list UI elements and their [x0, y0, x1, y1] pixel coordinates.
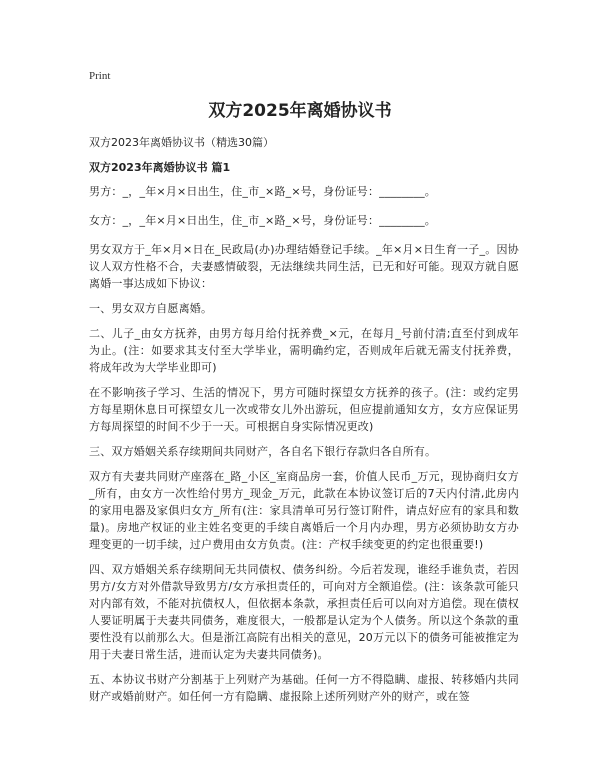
document-subtitle: 双方2023年离婚协议书（精选30篇） [89, 136, 274, 149]
paragraph-property: 双方有夫妻共同财产座落在_路_小区_室商品房一套，价值人民币_万元，现协商归女方_所有，由女方一次性给付男方_现金_万元，此款在本协议签订后的7天内付清,此房内的家用电器及家俱归女方_所有(注：家具清单可另行签订附件，请点好应有的家具和数量)。房地产权证的业主姓名变更的手续自离婚后一个月内办理，男方必须协助女方办理变更的一切手续，过户费用由女方负责。(注：产权手续变更的约定也很重要!) [89, 470, 519, 551]
paragraph-clause-5: 五、本协议书财产分割基于上列财产为基础。任何一方不得隐瞒、虚报、转移婚内共同财产或婚前财产。如任何一方有隐瞒、虚报除上述所列财产外的财产，或在签 [89, 673, 519, 703]
paragraph-male-party: 男方：_，_年×月×日出生，住_市_×路_×号，身份证号：________。 [89, 185, 436, 198]
paragraph-clause-3: 三、双方婚姻关系存续期间共同财产，各自名下银行存款归各自所有。 [89, 445, 437, 458]
section-heading: 双方2023年离婚协议书 篇1 [89, 161, 231, 174]
page-title: 双方2025年离婚协议书 [208, 101, 392, 121]
document-body [89, 183, 519, 713]
paragraph-background: 男女双方于_年×月×日在_民政局(办)办理结婚登记手续。_年×月×日生育一子_。因协议人双方性格不合，夫妻感情破裂，无法继续共同生活，已无和好可能。现双方就自愿离婚一事达成如下协议： [89, 243, 519, 290]
paragraph-female-party: 女方：_，_年×月×日出生，住_市_×路_×号，身份证号：________。 [89, 214, 436, 227]
paragraph-visitation: 在不影响孩子学习、生活的情况下，男方可随时探望女方抚养的孩子。(注：或约定男方每星期休息日可探望女儿一次或带女儿外出游玩，但应提前通知女方，女方应保证男方每周探望的时间不少于一天。可根据自身实际情况更改) [89, 386, 519, 433]
paragraph-clause-4: 四、双方婚姻关系存续期间无共同债权、债务纠纷。今后若发现，谁经手谁负责，若因男方/女方对外借款导致男方/女方承担责任的，可向对方全额追偿。(注：该条款可能只对内部有效，不能对抗债权人，但依据本条款，承担责任后可以向对方追偿。现在债权人要证明属于夫妻共同债务，难度很大，一般都是认定为个人债务。所以这个条款的重要性没有以前那么大。但是浙江高院有出相关的意见，20万元以下的债务可能被推定为用于夫妻日常生活，进而认定为夫妻共同债务)。 [89, 563, 519, 661]
paragraph-clause-2: 二、儿子_由女方抚养，由男方每月给付抚养费_×元，在每月_号前付清;直至付到成年为止。(注：如要求其支付至大学毕业，需明确约定，否则成年后就无需支付抚养费，将成年改为大学毕业即可) [89, 327, 519, 374]
paragraph-clause-1: 一、男女双方自愿离婚。 [89, 302, 213, 315]
print-label: Print [89, 70, 111, 82]
